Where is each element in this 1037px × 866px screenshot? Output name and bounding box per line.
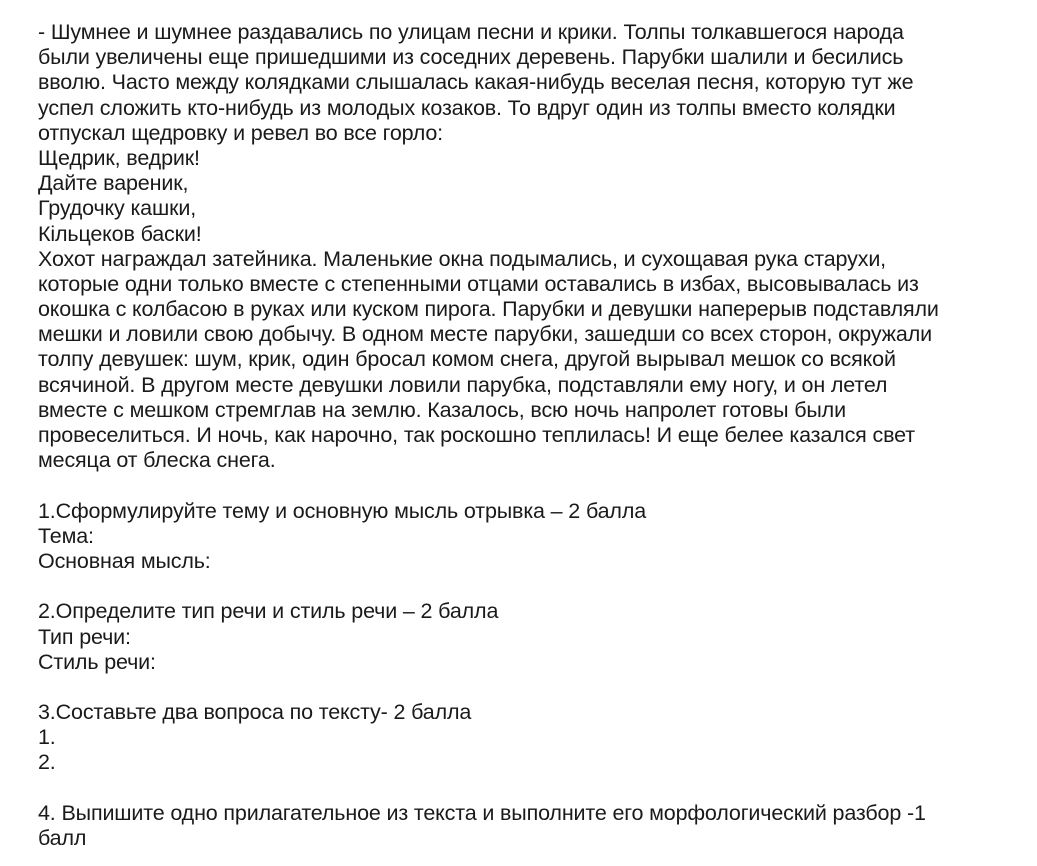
passage-line: месяца от блеска снега.	[38, 448, 276, 473]
passage-line: окошка с колбасою в руках или куском пирога. Парубки и девушки наперерыв подставляли	[38, 297, 939, 322]
passage-line: провеселиться. И ночь, как нарочно, так роскошно теплилась! И еще белее казался свет	[38, 423, 915, 447]
passage-line: были увеличены еще пришедшими из соседних деревень. Парубки шалили и бесились	[38, 45, 904, 70]
passage-line: Хохот награждал затейника. Маленькие окна подымались, и сухощавая рука старухи,	[38, 246, 887, 271]
task-3-question-1: 1.	[38, 725, 56, 750]
task-3-title: 3.Составьте два вопроса по тексту- 2 балла	[38, 700, 472, 725]
passage-line: вволю. Часто между колядками слышалась какая-нибудь веселая песня, которую тут же	[38, 70, 914, 95]
task-3	[38, 700, 998, 776]
task-4-title-continued: балл	[38, 826, 87, 850]
task-1-main-idea-label: Основная мысль:	[38, 548, 211, 573]
poem-line: Щедрик, ведрик!	[38, 145, 200, 170]
task-4-title: 4. Выпишите одно прилагательное из текста и выполните его морфологический разбор -1	[38, 800, 926, 825]
passage-line: вместе с мешком стремглав на землю. Казалось, всю ночь напролет готовы были	[38, 397, 846, 422]
passage-line: успел сложить кто-нибудь из молодых козаков. То вдруг один из толпы вместо колядки	[38, 95, 896, 120]
task-2	[38, 599, 998, 675]
passage-line: толпу девушек: шум, крик, один бросал комом снега, другой вырывал мешок со всякой	[38, 347, 896, 372]
passage-line: всячиной. В другом месте девушки ловили парубка, подставляли ему ногу, и он летел	[38, 372, 888, 397]
task-4	[38, 801, 998, 851]
task-1	[38, 499, 998, 575]
passage-line: которые одни только вместе с степенными отцами оставались в избах, высовывалась из	[38, 271, 919, 296]
spacer	[38, 574, 998, 599]
task-2-speech-style-label: Стиль речи:	[38, 649, 156, 674]
poem-line: Грудочку кашки,	[38, 196, 197, 221]
passage-line: - Шумнее и шумнее раздавались по улицам песни и крики. Толпы толкавшегося народа	[38, 20, 904, 44]
passage	[38, 20, 998, 473]
task-1-title: 1.Сформулируйте тему и основную мысль отрывка – 2 балла	[38, 498, 647, 523]
task-3-question-2: 2.	[38, 750, 56, 775]
poem-line: Кільцеков баски!	[38, 221, 202, 246]
spacer	[38, 675, 998, 700]
task-1-topic-label: Тема:	[38, 523, 94, 548]
passage-line: отпускал щедровку и ревел во все горло:	[38, 120, 444, 145]
spacer	[38, 473, 998, 498]
document-body	[38, 20, 998, 851]
poem-line: Дайте вареник,	[38, 171, 189, 196]
passage-line: мешки и ловили свою добычу. В одном месте парубки, зашедши со всех сторон, окружали	[38, 322, 932, 347]
task-2-title: 2.Определите тип речи и стиль речи – 2 балла	[38, 599, 499, 624]
spacer	[38, 776, 998, 801]
task-2-speech-type-label: Тип речи:	[38, 624, 131, 649]
